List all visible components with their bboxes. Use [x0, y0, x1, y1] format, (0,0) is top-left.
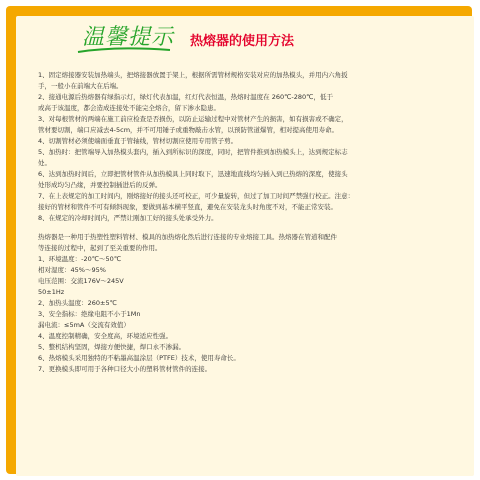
text-line: 接好的管材和管件不可有倾斜现象，要做到基本横平竖直，避免在安装龙头时角度不对，不能正常安装。 — [38, 203, 337, 211]
text-line: 3、对每根管材的两端在施工前应检查是否损伤，以防止运输过程中对管材产生的损害，如有损害或不确定， — [38, 115, 348, 123]
page-title: 热熔器的使用方法 — [190, 34, 295, 49]
text-line: 2、加热头温度：260±5℃ — [38, 299, 117, 307]
text-line: 漏电流：≤5mA（交流有效值） — [38, 321, 130, 329]
text-line: 热熔器是一种用于热塑性塑料管材、模具的加热熔化然后进行连接的专业熔接工具。热熔器在管道和配件 — [38, 233, 337, 241]
text-line: 处。 — [38, 159, 51, 167]
text-line: 7、在上表规定的加工时间内，刚熔接好的接头还可校正，可少量旋转，但过了加工时间严禁强行校正。注意： — [38, 192, 355, 200]
text-line: 3、安全指标：绝缘电阻不小于1Mn — [38, 310, 141, 318]
notice-sheet — [16, 16, 474, 476]
text-line: 5、加热时：把管端导入加热模头套内，插入到所标识的深度，同时，把管件推到加热模头上，达到规定标志 — [38, 148, 348, 156]
text-line: 处形成均匀凸缘，并要控制插进后的反弹。 — [38, 181, 162, 189]
page-frame — [6, 6, 472, 474]
text-line: 或高于该温度，都会造成连接处不能完全熔合，留下渗水隐患。 — [38, 104, 220, 112]
text-line: 6、达到加热时间后，立即把管材管件从加热模具上同时取下，迅速地直线均匀插入到已热熔的深度，使接头 — [38, 170, 348, 178]
paragraph-gap — [38, 224, 458, 232]
text-line: 等连接的过程中，起到了至关重要的作用。 — [38, 244, 162, 252]
text-line: 1、固定熔接器安装加热端头，把熔接器放置于架上，根据所需管材规格安装对应的加热模头，并用内六角扳 — [38, 71, 348, 79]
text-line: 电压范围：交流176V～245V — [38, 277, 124, 285]
logo-swoosh-icon — [76, 44, 172, 56]
instruction-text — [38, 70, 458, 375]
text-line: 50±1Hz — [38, 288, 65, 296]
text-line: 4、温度控制精确，安全度高，环境适应性强。 — [38, 332, 173, 340]
text-line: 6、热熔模头采用独特的不粘墨高温涂层（PTFE）技术，使用寿命长。 — [38, 354, 240, 362]
header — [16, 16, 474, 68]
text-line: 相对湿度：45%～95% — [38, 266, 106, 274]
text-line: 8、在规定的冷却时间内，严禁让刚加工好的接头处承受外力。 — [38, 214, 218, 222]
text-line: 管材要切割，端口应减去4-5cm，并不可用锤子或重物敲击水管，以预防管道爆管，相对提高使用寿命。 — [38, 126, 339, 134]
text-line: 1、环境温度：-20℃～50℃ — [38, 255, 122, 263]
text-line: 2、接通电源后热熔器有绿指示灯，绿灯代表加温，红灯代表恒温，热熔时温度在 260℃-280℃，低于 — [38, 93, 333, 101]
text-line: 7、更换模头即可用于各种口径大小的塑料管材管件的连接。 — [38, 365, 212, 373]
text-line: 4、切割管材必须使端面垂直于管轴线，管材切割应使用专用管子剪。 — [38, 137, 238, 145]
warm-tip-logo: 温馨提示 — [82, 25, 175, 50]
text-line: 5、整机结构坚固，焊接方便快捷，焊口永不渗漏。 — [38, 343, 186, 351]
text-line: 手，一般小在前端大在后端。 — [38, 82, 123, 90]
